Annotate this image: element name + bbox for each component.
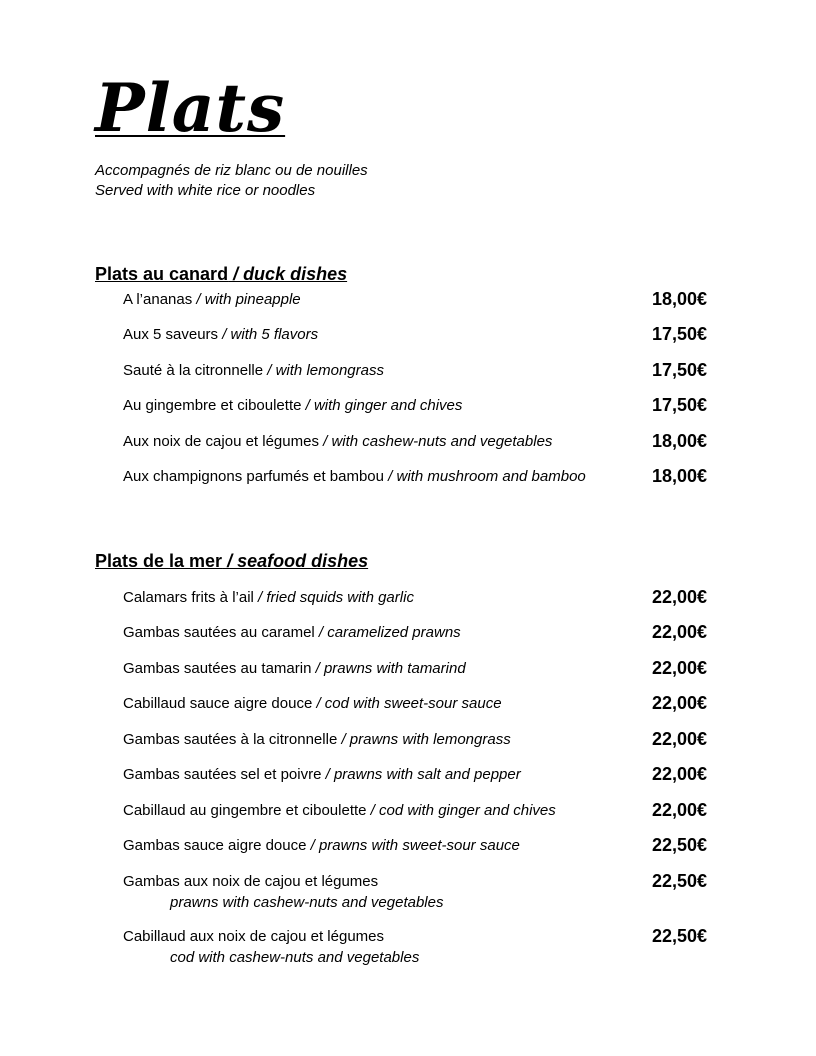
item-price: 22,50€	[652, 871, 708, 891]
item-name-fr: Aux noix de cajou et légumes	[123, 433, 319, 450]
menu-item	[123, 396, 723, 416]
menu-item	[123, 325, 723, 345]
section-heading-seafood	[95, 550, 368, 572]
item-name-fr: Aux champignons parfumés et bambou	[123, 468, 384, 485]
item-price: 18,00€	[652, 289, 708, 309]
item-name-fr: Au gingembre et ciboulette	[123, 397, 302, 414]
menu-item	[123, 467, 723, 487]
item-name-fr: Gambas aux noix de cajou et légumes	[123, 873, 379, 890]
item-name-fr: Calamars frits à l’ail	[123, 589, 254, 606]
menu-item	[123, 623, 723, 643]
menu-item	[123, 765, 723, 785]
item-price: 17,50€	[652, 360, 708, 380]
item-name-en: / cod with ginger and chives	[366, 802, 556, 819]
item-price: 18,00€	[652, 431, 708, 451]
subtitle-en: Served with white rice or noodles	[95, 182, 316, 199]
section-heading-fr: Plats au canard	[95, 264, 229, 284]
item-price: 22,00€	[652, 800, 708, 820]
menu-item	[123, 872, 723, 913]
item-price: 17,50€	[652, 395, 708, 415]
item-price: 22,00€	[652, 764, 708, 784]
item-name-fr: Gambas sautées au tamarin	[123, 660, 312, 677]
item-price: 22,00€	[652, 729, 708, 749]
item-price: 18,00€	[652, 466, 708, 486]
menu-item	[123, 432, 723, 452]
item-name-fr: Gambas sautées au caramel	[123, 624, 315, 641]
item-price: 22,00€	[652, 622, 708, 642]
item-name-fr: Sauté à la citronnelle	[123, 362, 264, 379]
item-price: 22,50€	[652, 835, 708, 855]
item-name-en: / caramelized prawns	[314, 624, 461, 641]
item-name-fr: Aux 5 saveurs	[123, 326, 219, 343]
item-name-fr: Gambas sautées à la citronnelle	[123, 731, 338, 748]
item-name-fr: Cabillaud aux noix de cajou et légumes	[123, 928, 384, 945]
item-name-en: / prawns with salt and pepper	[321, 766, 521, 783]
item-name-en: cod with cashew-nuts and vegetables	[170, 949, 420, 966]
item-name-fr: Cabillaud au gingembre et ciboulette	[123, 802, 367, 819]
item-name-en: prawns with cashew-nuts and vegetables	[170, 894, 444, 911]
item-name-en: / with ginger and chives	[301, 397, 463, 414]
item-name-en: / prawns with sweet-sour sauce	[306, 837, 520, 854]
section-heading-en: / duck dishes	[228, 264, 348, 284]
section-heading-duck	[95, 263, 347, 285]
menu-item	[123, 659, 723, 679]
item-name-en: / fried squids with garlic	[253, 589, 414, 606]
item-price: 17,50€	[652, 324, 708, 344]
menu-item	[123, 588, 723, 608]
item-price: 22,50€	[652, 926, 708, 946]
item-name-en: / with pineapple	[192, 291, 301, 308]
subtitle-fr: Accompagnés de riz blanc ou de nouilles	[95, 162, 368, 179]
item-name-en: / with 5 flavors	[218, 326, 319, 343]
menu-item	[123, 730, 723, 750]
item-name-en: / cod with sweet-sour sauce	[312, 695, 502, 712]
item-name-en: / prawns with tamarind	[311, 660, 466, 677]
menu-item	[123, 290, 723, 310]
menu-item	[123, 801, 723, 821]
item-name-en: / prawns with lemongrass	[337, 731, 511, 748]
item-price: 22,00€	[652, 658, 708, 678]
item-name-fr: Gambas sauce aigre douce	[123, 837, 307, 854]
item-name-en: / with mushroom and bamboo	[383, 468, 586, 485]
item-name-en: / with cashew-nuts and vegetables	[318, 433, 553, 450]
item-price: 22,00€	[652, 693, 708, 713]
item-name-fr: A l’ananas	[123, 291, 193, 308]
menu-item	[123, 927, 723, 968]
menu-item	[123, 694, 723, 714]
menu-item	[123, 361, 723, 381]
item-name-fr: Cabillaud sauce aigre douce	[123, 695, 313, 712]
menu-item	[123, 836, 723, 856]
item-name-fr: Gambas sautées sel et poivre	[123, 766, 322, 783]
section-heading-fr: Plats de la mer	[95, 551, 223, 571]
page-title: Plats	[95, 69, 286, 147]
section-heading-en: / seafood dishes	[222, 551, 369, 571]
item-price: 22,00€	[652, 587, 708, 607]
item-name-en: / with lemongrass	[263, 362, 384, 379]
